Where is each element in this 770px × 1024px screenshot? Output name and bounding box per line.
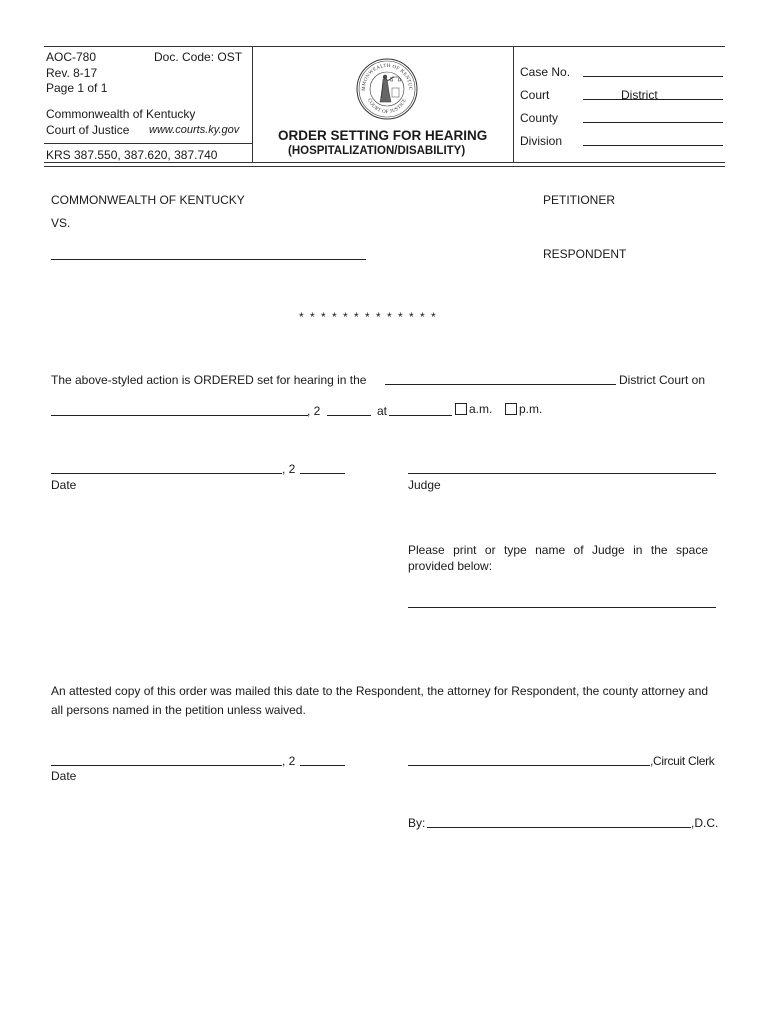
signed-date-year-prefix: , 2 (282, 462, 296, 476)
hearing-year-field[interactable] (327, 405, 371, 416)
signed-date-field[interactable] (51, 463, 282, 474)
county-label: County (520, 111, 559, 125)
judge-label: Judge (408, 478, 441, 492)
petitioner-label: PETITIONER (543, 193, 616, 207)
judge-signature-field[interactable] (408, 463, 716, 474)
mailed-date-year-prefix: , 2 (282, 754, 296, 768)
pm-option[interactable] (505, 402, 542, 416)
mailed-date-year-field[interactable] (300, 755, 345, 766)
am-checkbox[interactable] (455, 403, 467, 415)
signed-date-year-field[interactable] (300, 463, 345, 474)
revision: Rev. 8-17 (46, 66, 98, 80)
court-label: Court (520, 88, 550, 102)
at-label: at (377, 404, 388, 418)
am-option[interactable] (455, 402, 492, 416)
header-bottom-rule (44, 162, 725, 163)
order-text-before: The above-styled action is ORDERED set for hearing in the (51, 373, 367, 387)
mailed-date-label: Date (51, 769, 77, 783)
header-bottom-rule-2 (44, 166, 725, 167)
versus-label: VS. (51, 216, 71, 230)
hearing-court-field[interactable] (385, 374, 616, 385)
court-of-justice-label: Court of Justice (46, 123, 130, 137)
seal-bottom-text: COURT OF JUSTICE (366, 98, 408, 116)
website: www.courts.ky.gov (149, 124, 240, 136)
division-label: Division (520, 134, 563, 148)
header-left-midrule (44, 143, 252, 144)
plaintiff-name: COMMONWEALTH OF KENTUCKY (51, 193, 245, 207)
hearing-year-prefix: , 2 (307, 404, 321, 418)
header-right-divider (513, 46, 514, 163)
print-judge-instruction: Please print or type name of Judge in the space provided below: (408, 543, 708, 573)
attested-copy-text: An attested copy of this order was mailed this date to the Respondent, the attorney for Respondent, the county attorney and all persons named in the petition unless waived. (51, 684, 709, 717)
mailed-date-field[interactable] (51, 755, 282, 766)
kentucky-seal-icon (356, 58, 418, 120)
am-label: a.m. (469, 402, 493, 416)
commonwealth-label: Commonwealth of Kentucky (46, 107, 196, 121)
hearing-time-field[interactable] (389, 405, 452, 416)
document-subtitle: (HOSPITALIZATION/DISABILITY) (288, 145, 466, 157)
doc-code: Doc. Code: OST (154, 50, 243, 64)
seal-top-text: MMONWEALTH OF KENTUC (361, 63, 413, 91)
by-label: By: (408, 816, 426, 830)
dc-label: ,D.C. (691, 816, 719, 830)
header-top-rule (44, 46, 725, 47)
respondent-name-field[interactable] (51, 249, 366, 260)
hearing-date-field[interactable] (51, 405, 308, 416)
document-title: ORDER SETTING FOR HEARING (278, 128, 488, 143)
page-count: Page 1 of 1 (46, 81, 108, 95)
court-value: District (621, 88, 658, 102)
header-left-divider (252, 46, 253, 163)
deputy-clerk-field[interactable] (427, 817, 691, 828)
county-field[interactable] (583, 112, 723, 123)
date-label: Date (51, 478, 77, 492)
circuit-clerk-field[interactable] (408, 755, 650, 766)
form-number: AOC-780 (46, 50, 97, 64)
order-text-after: District Court on (619, 373, 706, 387)
pm-checkbox[interactable] (505, 403, 517, 415)
pm-label: p.m. (519, 402, 543, 416)
asterisk-separator: * * * * * * * * * * * * * (299, 310, 438, 324)
respondent-label: RESPONDENT (543, 247, 627, 261)
division-field[interactable] (583, 135, 723, 146)
circuit-clerk-label: ,Circuit Clerk (650, 754, 715, 768)
case-no-field[interactable] (583, 66, 723, 77)
statutes: KRS 387.550, 387.620, 387.740 (46, 148, 218, 162)
case-no-label: Case No. (520, 65, 571, 79)
judge-printed-name-field[interactable] (408, 597, 716, 608)
